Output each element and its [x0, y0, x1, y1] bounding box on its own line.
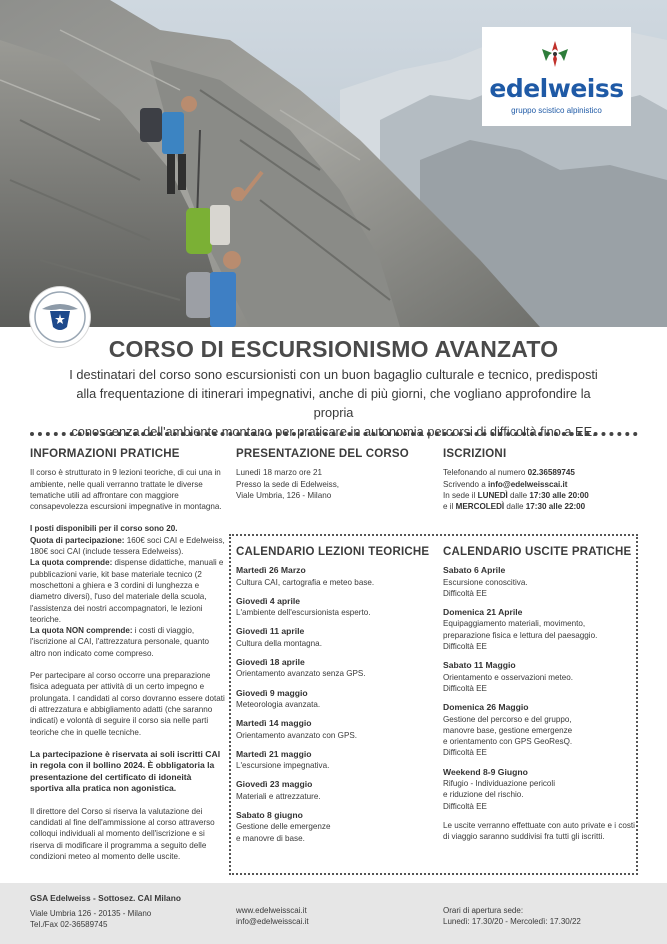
hours-time: 17:30 alle 20:00: [529, 490, 589, 500]
lesson-entry: [236, 718, 432, 741]
footer-phone: Tel./Fax 02-36589745: [30, 920, 108, 929]
outing-entry: [443, 660, 635, 694]
hours-text: dalle: [504, 502, 526, 512]
lesson-description: L'escursione impegnativa.: [236, 761, 330, 771]
registration-email: [443, 479, 643, 490]
lesson-description: Orientamento avanzato senza GPS.: [236, 669, 366, 679]
registration-section: [443, 449, 643, 512]
footer-hours: [443, 905, 581, 927]
lesson-date: Giovedì 4 aprile: [236, 595, 300, 606]
outing-description: Equipaggiamento materiali, movimento,: [443, 619, 586, 629]
footer-org: GSA Edelweiss - Sottosez. CAI Milano: [30, 893, 181, 903]
outing-description: Escursione conoscitiva.: [443, 577, 528, 587]
lesson-date: Giovedì 11 aprile: [236, 626, 305, 637]
outing-description: e orientamento con GPS GeoResQ.: [443, 737, 573, 747]
footer-address: Viale Umbria 126 - 20135 - Milano: [30, 909, 152, 918]
outings-list: [443, 565, 635, 812]
fee-text: 160€ soci CAI e Edelweiss, 180€ soci CAI (include tessera Edelweiss).: [30, 535, 225, 557]
outing-date: Domenica 21 Aprile: [443, 607, 523, 618]
info-section: [30, 449, 226, 873]
presentation-line: Presso la sede di Edelweiss,: [236, 479, 340, 489]
info-paragraph: [30, 523, 226, 659]
lessons-calendar: [236, 547, 432, 852]
excluded-label: La quota NON comprende:: [30, 626, 133, 636]
hours-day: LUNEDÌ: [477, 490, 508, 500]
phone-label: Telefonando al numero: [443, 468, 528, 478]
fee-label: Quota di partecipazione:: [30, 535, 125, 545]
lesson-entry: [236, 657, 432, 680]
lesson-description: L'ambiente dell'escursionista esperto.: [236, 608, 371, 618]
outings-calendar: [443, 547, 635, 843]
lesson-date: Giovedì 18 aprile: [236, 657, 305, 668]
outing-description: Difficoltà EE: [443, 642, 487, 652]
hours-time: 17:30 alle 22:00: [525, 502, 586, 512]
intro-line: alla frequentazione di itinerari impegnativi, anche di più giorni, che vogliano approfondire la propria: [76, 386, 591, 420]
hours-text: In sede il: [443, 490, 478, 500]
included-label: La quota comprende:: [30, 558, 113, 568]
intro-text: [60, 365, 607, 441]
lesson-entry: [236, 626, 432, 649]
hours-day: MERCOLEDÌ: [455, 502, 505, 512]
lessons-list: [236, 565, 432, 844]
footer-website-link[interactable]: www.edelweisscai.it: [236, 906, 307, 915]
outing-description: manovre base, gestione emergenze: [443, 725, 573, 735]
hours-text: dalle: [507, 490, 530, 500]
outing-description: Rifugio - Individuazione pericoli: [443, 779, 556, 789]
outing-date: Sabato 11 Maggio: [443, 660, 516, 671]
included-text: dispense didattiche, manuali e pubblicazioni varie, kit base materiale tecnico (2 moschettoni a ghiera e 3 cordini di lunghezza e diametro diversi), l'uso del materiale della scuola, l'assistenza dei nostri accompagnatori, le lezioni teoriche.: [30, 558, 224, 624]
outing-description: Orientamento e osservazioni meteo.: [443, 672, 574, 682]
footer-email-link[interactable]: info@edelweisscai.it: [236, 917, 309, 926]
lesson-description: Meteorologia avanzata.: [236, 699, 321, 709]
lessons-heading: CALENDARIO LEZIONI TEORICHE: [236, 546, 430, 558]
intro-line: conoscenza dell'ambiente montano per praticare in autonomia percorsi di difficoltà fino a EE.: [71, 424, 596, 439]
registration-hours-wednesday: [443, 501, 643, 512]
presentation-line: Viale Umbria, 126 - Milano: [236, 490, 332, 500]
registration-hours-monday: [443, 490, 643, 501]
lesson-date: Martedì 26 Marzo: [236, 565, 306, 576]
email-label: Scrivendo a: [443, 479, 488, 489]
lesson-description: e manovre di base.: [236, 833, 305, 843]
lesson-entry: [236, 779, 432, 802]
lesson-date: Sabato 8 giugno: [236, 810, 303, 821]
intro-line: I destinatari del corso sono escursionisti con un buon bagaglio culturale e tecnico, predisposti: [69, 367, 598, 382]
logo-brand: edelweiss: [489, 74, 624, 103]
footer-contacts: [30, 893, 181, 930]
lesson-entry: [236, 688, 432, 711]
outing-date: Sabato 6 Aprile: [443, 565, 506, 576]
edelweiss-logo: [482, 27, 631, 126]
outing-entry: [443, 607, 635, 652]
outing-description: preparazione fisica e lettura del paesaggio.: [443, 630, 598, 640]
info-paragraph: Il direttore del Corso si riserva la valutazione dei candidati al fine dell'ammissione al corso attraverso colloqui individuali al momento dell'iscrizione e si riserva di modificare il programma a seguito delle condizioni meteo al momento delle uscite.: [30, 806, 215, 862]
footer: [0, 883, 667, 944]
page-title: CORSO DI ESCURSIONISMO AVANZATO: [108, 336, 559, 362]
lesson-entry: [236, 565, 432, 588]
registration-heading: ISCRIZIONI: [443, 448, 507, 460]
presentation-section: [236, 449, 432, 501]
outing-description: e riduzione del rischio.: [443, 790, 524, 800]
outing-description: Difficoltà EE: [443, 683, 487, 693]
requirements-text: [30, 749, 226, 795]
lesson-description: Cultura della montagna.: [236, 638, 322, 648]
lesson-date: Giovedì 9 maggio: [236, 687, 308, 698]
logo-tagline: gruppo scistico alpinistico: [511, 106, 602, 115]
excluded-text: i costi di viaggio, l'iscrizione al CAI, l'attrezzatura personale, quanto altro non indicato come compreso.: [30, 626, 209, 658]
lesson-description: Cultura CAI, cartografia e meteo base.: [236, 577, 375, 587]
outing-date: Domenica 26 Maggio: [443, 702, 529, 713]
lesson-entry: [236, 810, 432, 844]
edelweiss-flower-icon: [532, 39, 578, 69]
registration-phone: [443, 467, 643, 478]
outing-description: Gestione del percorso e del gruppo,: [443, 714, 572, 724]
info-heading: INFORMAZIONI PRATICHE: [30, 448, 180, 460]
presentation-heading: PRESENTAZIONE DEL CORSO: [236, 448, 409, 460]
lesson-entry: [236, 596, 432, 619]
outing-entry: [443, 565, 635, 599]
outings-note: Le uscite verranno effettuate con auto private e i costi di viaggio saranno suddivisi fra tutti gli iscritti.: [443, 820, 635, 842]
outing-entry: [443, 767, 635, 812]
hours-text: e il: [443, 502, 456, 512]
phone-number: 02.36589745: [527, 468, 575, 478]
lesson-date: Martedì 21 maggio: [236, 748, 312, 759]
outing-description: Difficoltà EE: [443, 801, 487, 811]
lesson-description: Gestione delle emergenze: [236, 822, 331, 832]
info-paragraph: Per partecipare al corso occorre una preparazione fisica adeguata per attività di un certo impegno e prolungata. I candidati al corso dovranno essere dotati di attrezzatura e abbigliamento adatti (che saranno indicati) e volontà di seguire il corso sia nelle parti teoriche che in quelle tecniche.: [30, 671, 225, 737]
lesson-description: Materiali e attrezzature.: [236, 791, 321, 801]
presentation-line: Lunedì 18 marzo ore 21: [236, 468, 322, 478]
outing-entry: [443, 702, 635, 758]
outing-description: Difficoltà EE: [443, 588, 487, 598]
footer-links: [236, 905, 309, 927]
section-divider: [30, 432, 638, 436]
footer-hours-title: Orari di apertura sede:: [443, 906, 524, 915]
requirements-bold: La partecipazione è riservata ai soli iscritti CAI in regola con il bollino 2024. È obbligatoria la presentazione del certificato di idoneità sportiva alla pratica non agonistica.: [30, 748, 221, 794]
info-paragraph: Il corso è strutturato in 9 lezioni teoriche, di cui una in ambiente, nelle quali verranno trattate le diverse tematiche utili ad affrontare con maggiore consapevolezza escursioni impegnative in montagna.: [30, 468, 222, 512]
lesson-date: Martedì 14 maggio: [236, 718, 312, 729]
seats-text: I posti disponibili per il corso sono 20.: [30, 524, 178, 534]
email-address[interactable]: info@edelweisscai.it: [488, 479, 568, 489]
lesson-date: Giovedì 23 maggio: [236, 779, 313, 790]
outings-heading: CALENDARIO USCITE PRATICHE: [443, 546, 632, 558]
footer-hours-text: Lunedì: 17.30/20 - Mercoledì: 17.30/22: [443, 917, 581, 926]
lesson-entry: [236, 749, 432, 772]
outing-description: Difficoltà EE: [443, 748, 487, 758]
lesson-description: Orientamento avanzato con GPS.: [236, 730, 358, 740]
outing-date: Weekend 8-9 Giugno: [443, 766, 528, 777]
